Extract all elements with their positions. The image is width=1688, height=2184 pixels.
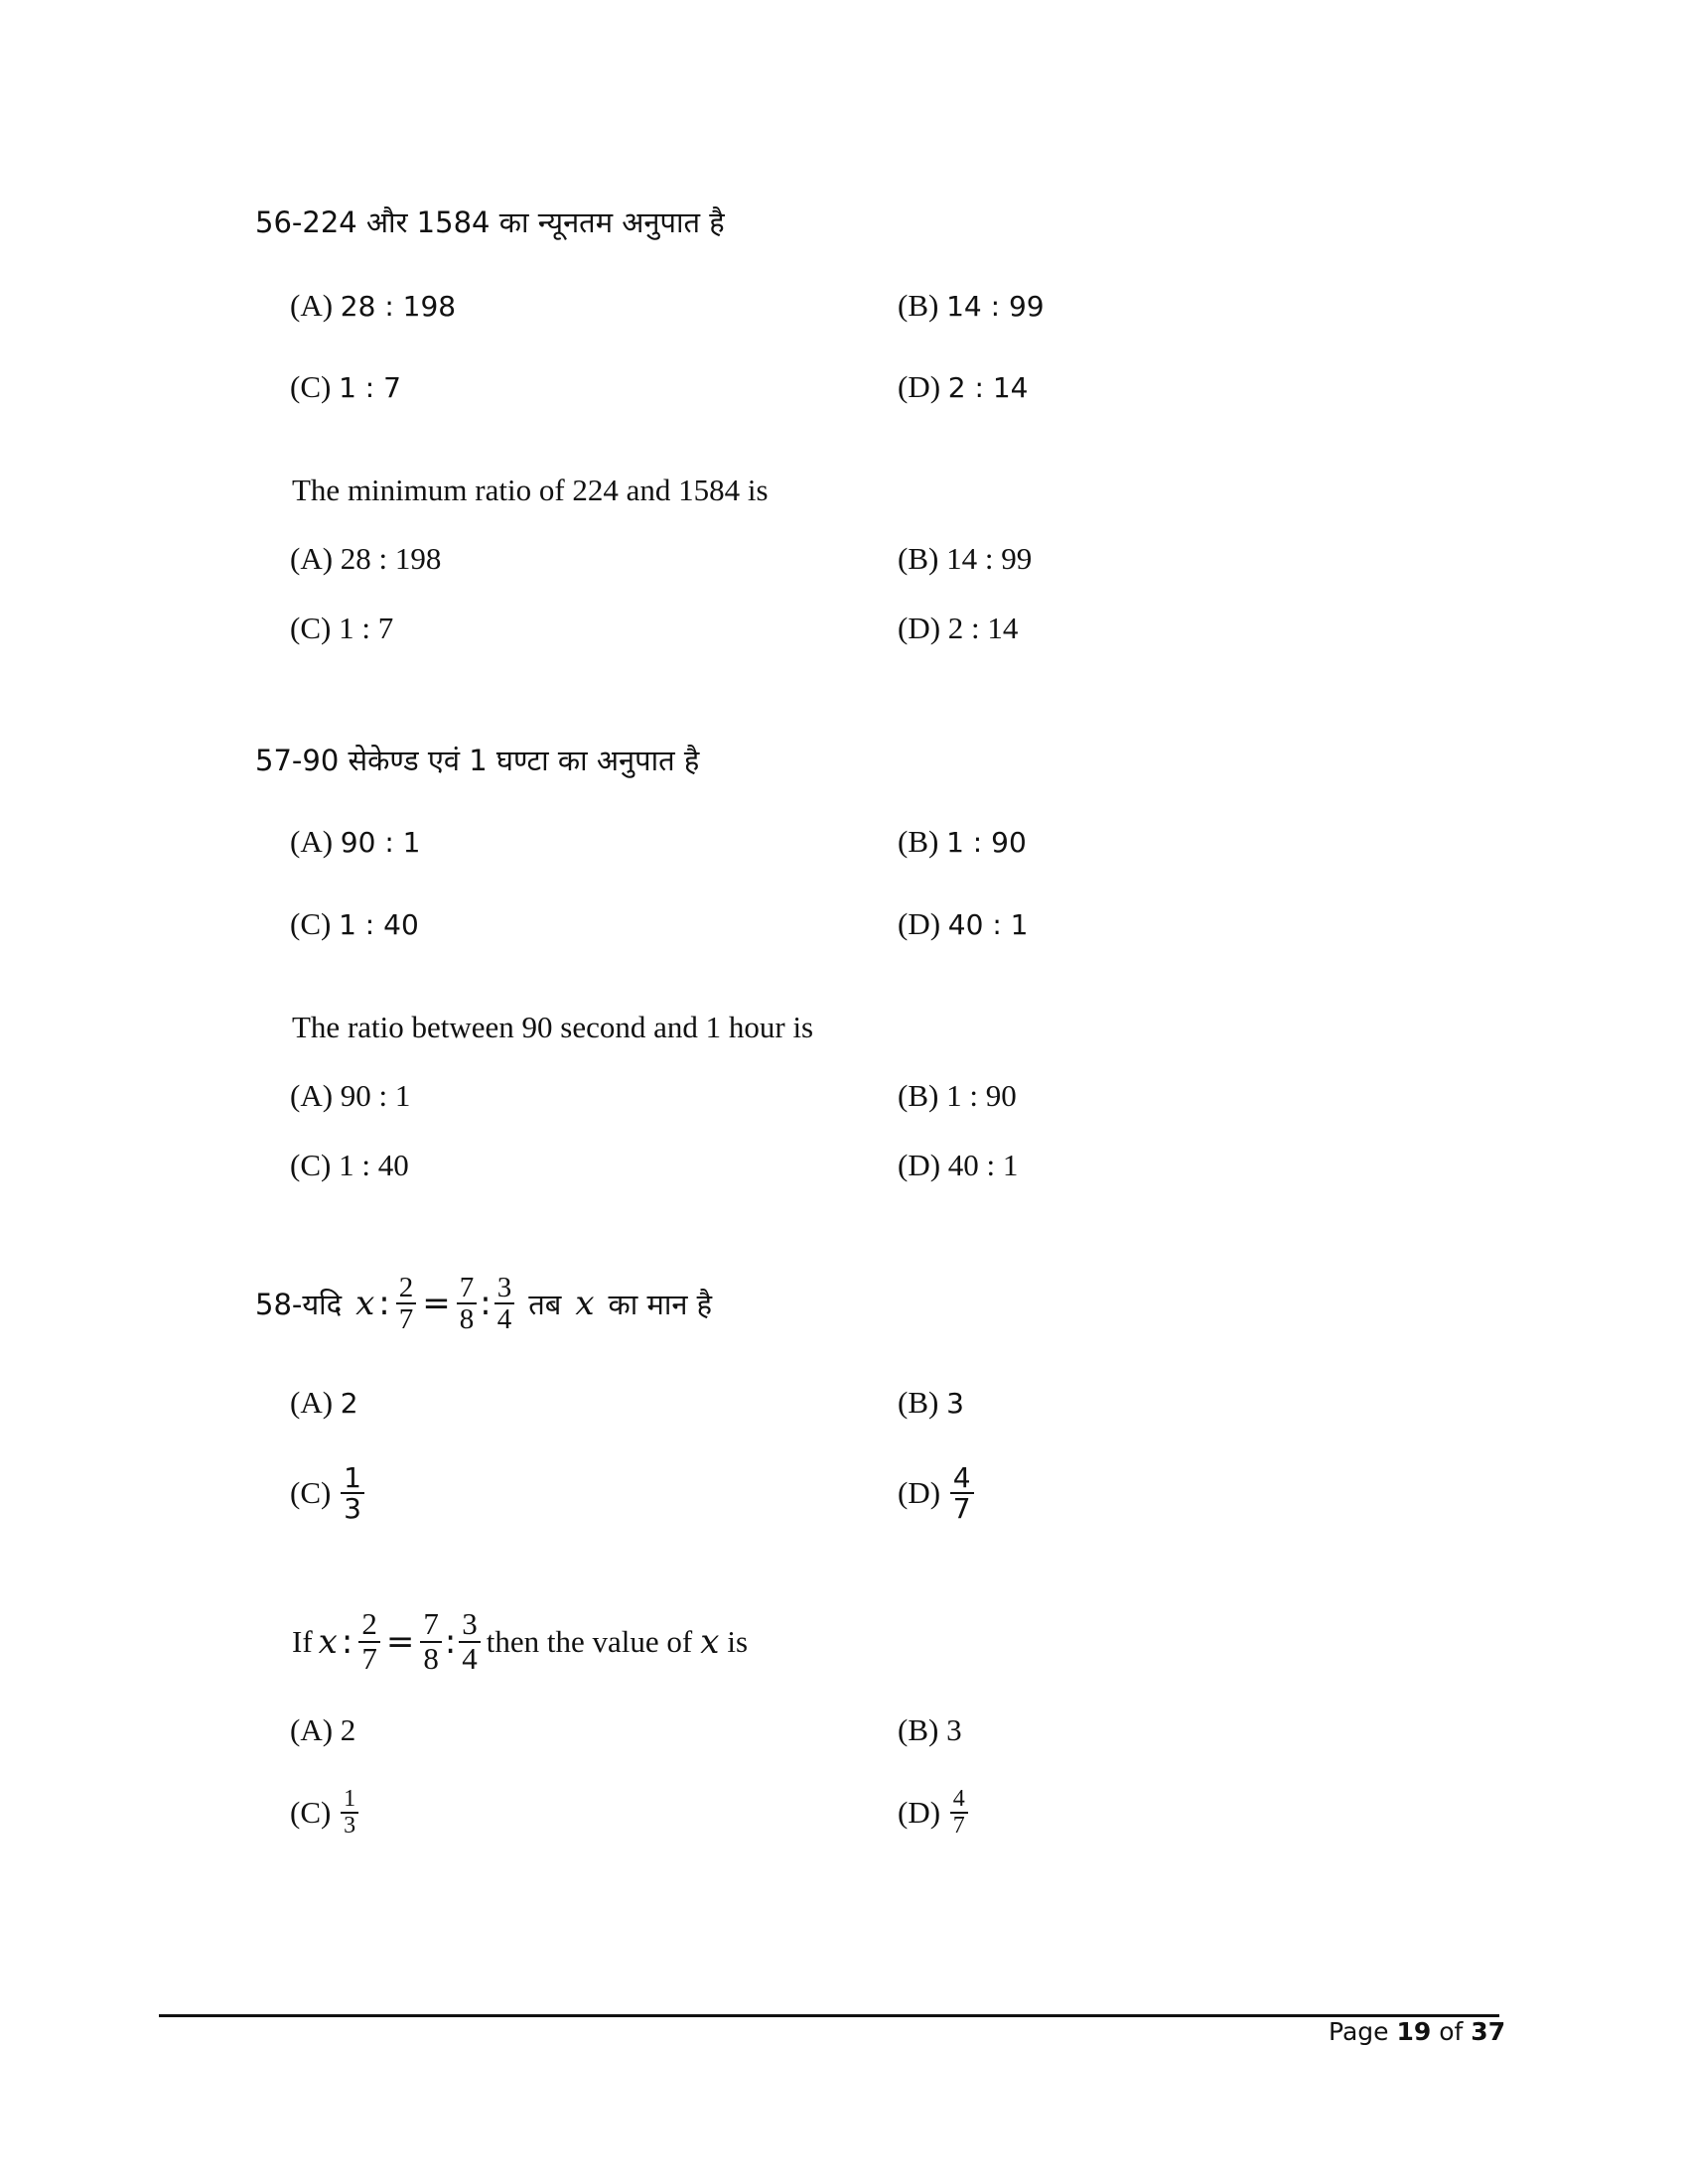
option-label: (D) (898, 611, 941, 645)
q58-hi-option-d (898, 1463, 976, 1524)
q56-hi-option-b (898, 288, 1045, 324)
option-value: 2 (340, 1387, 358, 1420)
option-label: (B) (898, 824, 939, 859)
q56-hi-option-c (290, 369, 401, 405)
q58-en-option-b (898, 1712, 962, 1748)
colon-symbol: : (341, 1621, 353, 1662)
option-value: 1 : 7 (339, 371, 401, 404)
option-label: (D) (898, 906, 941, 941)
option-label: (D) (898, 369, 941, 404)
option-label: (B) (898, 1078, 939, 1113)
q57-hi-option-d (898, 906, 1028, 942)
option-label: (D) (898, 1148, 941, 1182)
of-word: of (1439, 2017, 1464, 2046)
q56-en-option-b (898, 541, 1032, 577)
q56-en-option-c (290, 611, 393, 646)
option-label: (D) (898, 1795, 941, 1831)
page-word: Page (1329, 2017, 1389, 2046)
option-value: 40 : 1 (947, 1148, 1019, 1182)
option-value: 28 : 198 (340, 290, 457, 323)
q58-hindi-prefix: 58-यदि (255, 1287, 343, 1321)
variable-x: 𝑥 (700, 1621, 720, 1662)
option-label: (C) (290, 1475, 332, 1511)
q58-hi-option-b (898, 1385, 964, 1421)
colon-symbol: : (480, 1284, 492, 1324)
colon-symbol: : (378, 1284, 390, 1324)
fraction-1-3: $\frac{1}{3}$ (341, 1787, 358, 1839)
equals-symbol: = (385, 1621, 415, 1662)
option-label: (A) (290, 288, 334, 323)
footer-divider (159, 2014, 1499, 2017)
option-label: (D) (898, 1475, 941, 1511)
q57-hi-option-c (290, 906, 419, 942)
option-value: 1 : 40 (339, 908, 419, 941)
option-label: (B) (898, 288, 939, 323)
q58-hindi-end: का मान है (608, 1287, 713, 1321)
option-value: 28 : 198 (340, 541, 442, 576)
q57-hindi-text: 57-90 सेकेण्ड एवं 1 घण्टा का अनुपात है (255, 744, 700, 777)
option-value: 40 : 1 (947, 908, 1029, 941)
option-value: 1 : 90 (946, 826, 1027, 859)
option-label: (A) (290, 1385, 334, 1420)
option-value: 90 : 1 (340, 826, 421, 859)
fraction-4-7: $\frac{4}{7}$ (950, 1463, 974, 1524)
option-label: (C) (290, 1795, 332, 1831)
q57-en-option-a (290, 1078, 410, 1114)
page-number (1329, 2017, 1505, 2046)
option-label: (A) (290, 824, 334, 859)
q56-hindi-text: 56-224 और 1584 का न्यूनतम अनुपात है (255, 205, 725, 239)
current-page: 19 (1396, 2017, 1432, 2046)
option-value: 1 : 40 (339, 1148, 409, 1182)
option-value: 1 : 7 (339, 611, 394, 645)
option-label: (A) (290, 541, 334, 576)
option-value: 2 : 14 (947, 371, 1029, 404)
q56-en-option-a (290, 541, 441, 577)
fraction-4-7: $\frac{4}{7}$ (950, 1787, 968, 1839)
option-value: 1 : 90 (946, 1078, 1017, 1113)
option-label: (B) (898, 1385, 939, 1420)
q58-english-mid: then the value of (486, 1623, 693, 1659)
q57-hi-option-a (290, 824, 420, 860)
fraction-1-3: $\frac{1}{3}$ (341, 1463, 364, 1524)
q58-en-option-c (290, 1787, 360, 1839)
q58-hindi-suffix: तब (528, 1287, 562, 1321)
q57-en-option-b (898, 1078, 1017, 1114)
option-label: (A) (290, 1712, 334, 1747)
fraction-2-7: $\frac{2}{7}$ (358, 1608, 380, 1675)
fraction-7-8: $\frac{7}{8}$ (457, 1273, 478, 1335)
q58-hi-option-a (290, 1385, 358, 1421)
fraction-7-8: $\frac{7}{8}$ (420, 1608, 442, 1675)
total-pages: 37 (1471, 2017, 1506, 2046)
q58-en-option-a (290, 1712, 355, 1748)
fraction-3-4: $\frac{3}{4}$ (494, 1273, 515, 1335)
option-label: (C) (290, 1148, 332, 1182)
variable-x: 𝑥 (318, 1621, 338, 1662)
q57-hi-option-b (898, 824, 1027, 860)
q57-en-option-d (898, 1148, 1018, 1183)
option-value: 90 : 1 (340, 1078, 411, 1113)
option-label: (B) (898, 1712, 939, 1747)
option-value: 14 : 99 (946, 541, 1033, 576)
option-label: (C) (290, 369, 332, 404)
colon-symbol: : (444, 1621, 457, 1662)
q56-hi-option-a (290, 288, 456, 324)
q58-english-prefix: If (292, 1623, 313, 1659)
variable-x: 𝑥 (355, 1284, 375, 1324)
q56-english-text: The minimum ratio of 224 and 1584 is (292, 473, 769, 507)
q58-english-end: is (727, 1623, 749, 1659)
variable-x: 𝑥 (575, 1284, 595, 1324)
option-label: (A) (290, 1078, 334, 1113)
q57-en-option-c (290, 1148, 409, 1183)
q58-hindi-text (255, 1273, 712, 1335)
option-label: (B) (898, 541, 939, 576)
q56-hi-option-d (898, 369, 1028, 405)
equals-symbol: = (422, 1284, 451, 1324)
q56-en-option-d (898, 611, 1018, 646)
fraction-3-4: $\frac{3}{4}$ (459, 1608, 481, 1675)
option-label: (C) (290, 611, 332, 645)
q57-english-text: The ratio between 90 second and 1 hour is (292, 1010, 814, 1044)
option-value: 2 : 14 (947, 611, 1019, 645)
option-label: (C) (290, 906, 332, 941)
q58-english-text (292, 1608, 748, 1675)
option-value: 14 : 99 (946, 290, 1045, 323)
option-value: 2 (340, 1712, 356, 1747)
option-value: 3 (946, 1712, 962, 1747)
option-value: 3 (946, 1387, 964, 1420)
q58-hi-option-c (290, 1463, 366, 1524)
q58-en-option-d (898, 1787, 970, 1839)
fraction-2-7: $\frac{2}{7}$ (396, 1273, 417, 1335)
